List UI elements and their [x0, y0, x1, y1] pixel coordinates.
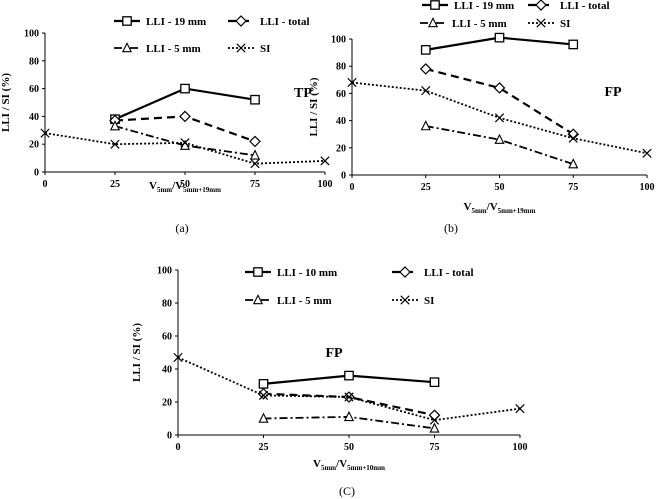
y-tick-label: 80 — [162, 298, 172, 310]
legend-marker-diamond — [400, 267, 410, 277]
series-triangle — [111, 121, 259, 159]
y-tick-label: 0 — [167, 430, 172, 442]
legend-marker-square — [431, 1, 439, 9]
panel-caption: (C) — [339, 484, 355, 498]
data-point-triangle — [422, 121, 430, 129]
legend-marker-square — [254, 268, 262, 276]
data-point-square — [181, 84, 189, 92]
legend-entry — [245, 267, 337, 279]
x-axis-label: $V_{5mm}/V_{5mm+10mm}$ — [313, 458, 385, 472]
y-tick-label: 20 — [29, 139, 39, 151]
series-diamond — [421, 64, 579, 139]
y-tick-label: 100 — [331, 34, 346, 46]
legend-marker-triangle — [123, 43, 131, 51]
x-axis-label: $V_{5mm}/V_{5mm+19mm}$ — [463, 201, 536, 215]
y-tick-label: 60 — [336, 88, 346, 100]
legend-entry — [392, 267, 474, 279]
legend-entry — [528, 18, 570, 30]
legend-label: LLI - 5 mm — [277, 295, 332, 307]
y-tick-label: 20 — [162, 397, 172, 409]
series-line — [178, 357, 520, 420]
legend-label: LLI - 19 mm — [454, 0, 515, 12]
legend-entry — [114, 43, 201, 55]
x-tick-label: 25 — [420, 182, 431, 193]
data-point-triangle — [430, 424, 438, 432]
y-tick-label: 100 — [157, 265, 172, 277]
series-square — [422, 33, 578, 54]
legend-entry — [422, 0, 514, 12]
legend-label: LLI - 5 mm — [452, 18, 507, 30]
y-tick-label: 60 — [29, 84, 39, 96]
data-point-square — [430, 378, 438, 386]
x-tick-label: 0 — [42, 179, 48, 190]
legend-label: LLI - total — [260, 16, 310, 28]
x-tick-label: 100 — [317, 179, 333, 190]
data-point-square — [259, 380, 267, 388]
data-point-triangle — [495, 135, 503, 143]
x-tick-label: 75 — [429, 442, 440, 453]
y-tick-label: 100 — [24, 28, 39, 40]
panel-caption: (a) — [175, 221, 189, 235]
x-tick-label: 25 — [258, 442, 269, 453]
legend-label: LLI - 5 mm — [146, 43, 201, 55]
y-tick-label: 60 — [162, 331, 172, 343]
data-point-square — [345, 371, 353, 379]
legend-label: LLI - 10 mm — [277, 267, 338, 279]
y-tick-label: 0 — [341, 170, 346, 182]
y-axis-label: LLI / SI (%) — [0, 73, 12, 132]
x-tick-label: 75 — [250, 179, 260, 190]
legend-marker-x — [401, 296, 409, 304]
x-tick-label: 0 — [175, 442, 181, 453]
y-tick-label: 20 — [336, 143, 346, 155]
series-triangle — [259, 412, 438, 432]
y-tick-label: 40 — [162, 364, 172, 376]
legend-marker-square — [123, 17, 131, 25]
series-triangle — [422, 121, 578, 167]
legend-entry — [392, 295, 434, 307]
x-tick-label: 50 — [494, 182, 505, 193]
panel-caption: (b) — [444, 221, 458, 235]
legend-marker-triangle — [254, 295, 262, 303]
legend-entry — [114, 16, 206, 28]
series-line — [426, 126, 574, 164]
y-tick-label: 0 — [34, 167, 39, 179]
x-axis-label: $V_{5mm}/V_{5mm+19mm}$ — [149, 180, 221, 194]
y-tick-label: 80 — [29, 56, 39, 68]
x-tick-label: 25 — [110, 179, 120, 190]
x-tick-label: 100 — [512, 442, 528, 453]
x-tick-label: 0 — [349, 182, 355, 193]
data-point-diamond — [421, 64, 431, 74]
legend-label: LLI - 19 mm — [146, 16, 207, 28]
data-point-diamond — [180, 111, 190, 121]
data-point-square — [495, 33, 503, 41]
legend-entry — [528, 0, 610, 12]
x-tick-label: 100 — [639, 182, 655, 193]
legend-label: SI — [560, 18, 571, 30]
legend-label: SI — [424, 295, 435, 307]
legend-label: SI — [260, 43, 271, 55]
x-tick-label: 50 — [344, 442, 354, 453]
y-tick-label: 40 — [29, 111, 39, 123]
chart-panel-2 — [308, 0, 655, 235]
legend-label: LLI - total — [424, 267, 474, 279]
plot-title: FP — [604, 85, 622, 100]
legend-marker-triangle — [429, 18, 437, 26]
legend-marker-diamond — [536, 0, 546, 10]
data-point-x — [422, 86, 430, 94]
y-tick-label: 80 — [336, 61, 346, 73]
series-line — [426, 69, 574, 134]
data-point-x — [516, 404, 524, 412]
legend-entry — [420, 18, 507, 30]
plot-title: FP — [325, 346, 343, 361]
data-point-diamond — [250, 136, 260, 146]
legend-marker-x — [537, 19, 545, 27]
series-square — [259, 371, 438, 388]
x-tick-label: 50 — [180, 179, 190, 190]
data-point-square — [569, 40, 577, 48]
x-tick-label: 75 — [568, 182, 579, 193]
legend-marker-x — [237, 44, 245, 52]
legend-entry — [228, 43, 270, 55]
legend-entry — [228, 16, 310, 28]
y-tick-label: 40 — [336, 116, 346, 128]
data-point-diamond — [495, 83, 505, 93]
legend-marker-diamond — [236, 16, 246, 26]
chart-panel-3 — [131, 266, 528, 499]
y-axis-label: LLI / SI (%) — [308, 77, 320, 137]
data-point-square — [422, 46, 430, 54]
data-point-square — [251, 96, 259, 104]
plot-title: TP — [294, 86, 312, 101]
data-point-x — [495, 114, 503, 122]
chart-panel-1 — [0, 16, 333, 235]
legend-entry — [245, 295, 332, 307]
data-point-diamond — [430, 410, 440, 420]
y-axis-label: LLI / SI (%) — [131, 323, 143, 382]
legend-label: LLI - total — [560, 0, 610, 12]
